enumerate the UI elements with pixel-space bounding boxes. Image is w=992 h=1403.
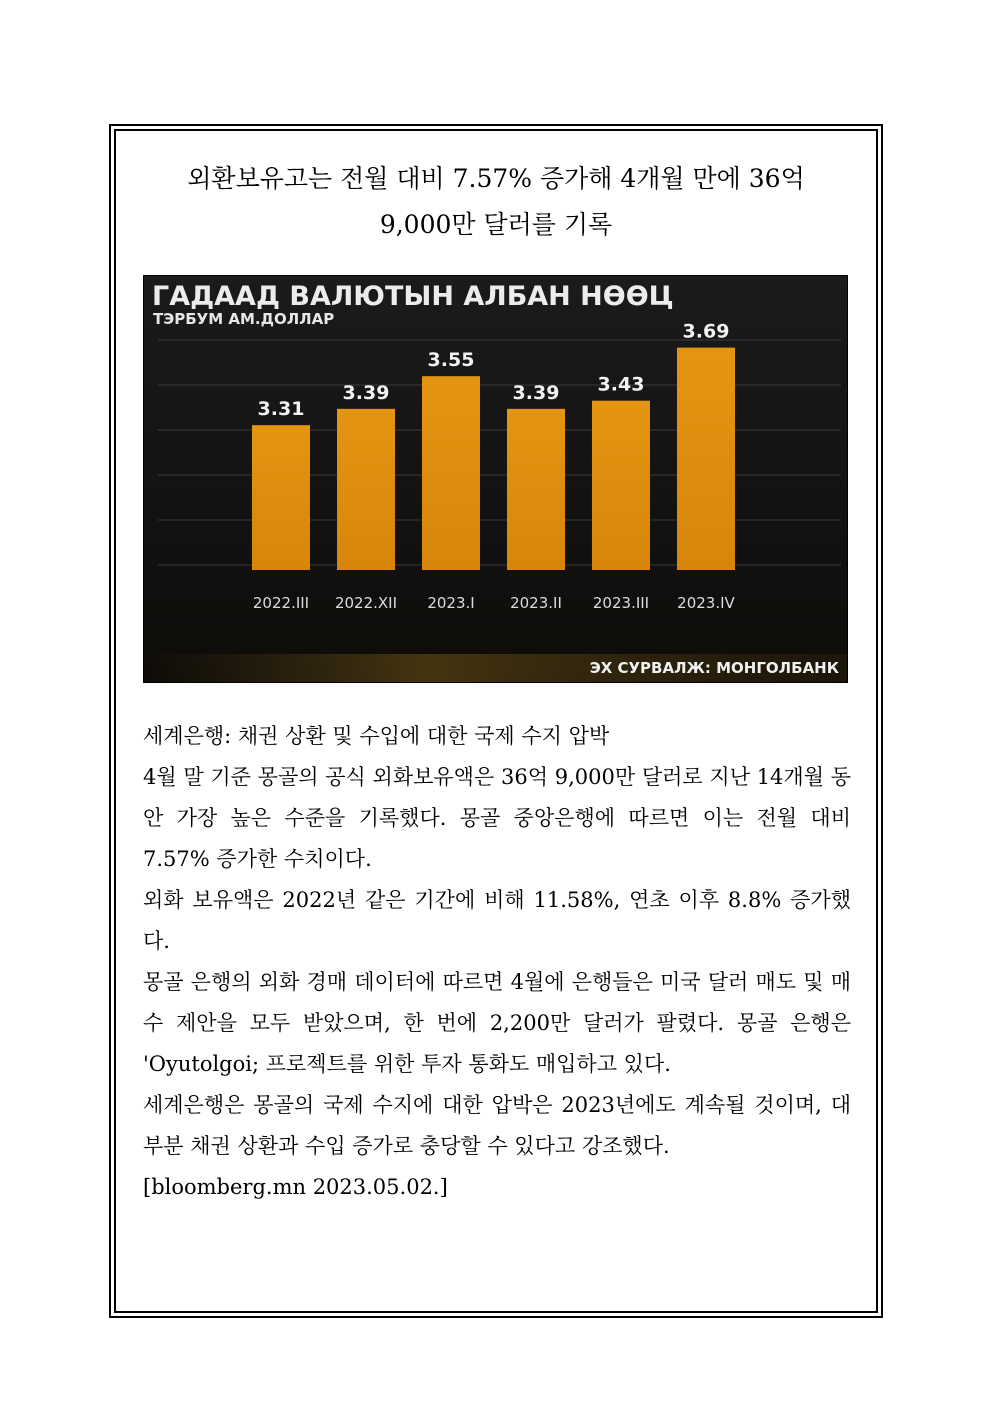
chart-data-label: 3.69: [682, 320, 730, 343]
chart-subtitle: ТЭРБУМ АМ.ДОЛЛАР: [153, 310, 335, 328]
article-paragraph: 4월 말 기준 몽골의 공식 외화보유액은 36억 9,000만 달러로 지난 14개월 동안 가장 높은 수준을 기록했다. 몽골 중앙은행에 따르면 이는 전월 대비 7.57% 증가한 수치이다.: [143, 765, 851, 871]
article-paragraph: 외화 보유액은 2022년 같은 기간에 비해 11.58%, 연초 이후 8.8% 증가했다.: [143, 888, 851, 953]
article-body: [143, 716, 851, 1208]
chart-x-tick-label: 2023.I: [427, 594, 475, 612]
chart-bar: [507, 409, 565, 570]
chart-x-tick-label: 2023.IV: [677, 594, 735, 612]
chart-x-tick-label: 2023.II: [510, 594, 562, 612]
reserves-chart: [143, 275, 848, 683]
chart-plot: [144, 276, 848, 683]
headline-line-2: 9,000만 달러를 기록: [379, 210, 613, 239]
chart-data-label: 3.55: [427, 349, 475, 372]
article-paragraph: 몽골 은행의 외화 경매 데이터에 따르면 4월에 은행들은 미국 달러 매도 및 매수 제안을 모두 받았으며, 한 번에 2,200만 달러가 팔렸다. 몽골 은행은 'Oyutolgoi; 프로젝트를 위한 투자 통화도 매입하고 있다.: [143, 970, 851, 1076]
chart-x-tick-label: 2022.III: [252, 594, 310, 612]
headline-line-1: 외환보유고는 전월 대비 7.57% 증가해 4개월 만에 36억: [187, 164, 805, 193]
article-paragraph: 세계은행은 몽골의 국제 수지에 대한 압박은 2023년에도 계속될 것이며, 대부분 채권 상환과 수입 증가로 충당할 수 있다고 강조했다.: [143, 1093, 851, 1158]
chart-data-label: 3.39: [342, 381, 390, 404]
chart-bar: [337, 409, 395, 570]
chart-title: ГАДААД ВАЛЮТЫН АЛБАН НӨӨЦ: [152, 281, 674, 312]
chart-data-label: 3.31: [257, 398, 305, 421]
chart-x-tick-label: 2022.XII: [334, 594, 398, 612]
chart-data-label: 3.39: [512, 381, 560, 404]
chart-data-label: 3.43: [597, 373, 645, 396]
chart-bar: [677, 348, 735, 570]
chart-bar: [592, 401, 650, 570]
chart-x-tick-label: 2023.III: [592, 594, 650, 612]
article-source: [bloomberg.mn 2023.05.02.]: [143, 1175, 448, 1199]
chart-bar: [422, 376, 480, 570]
article-heading: 세계은행: 채권 상환 및 수입에 대한 국제 수지 압박: [143, 724, 610, 748]
chart-bar: [252, 425, 310, 570]
chart-source: ЭХ СУРВАЛЖ: МОНГОЛБАНК: [589, 659, 839, 677]
